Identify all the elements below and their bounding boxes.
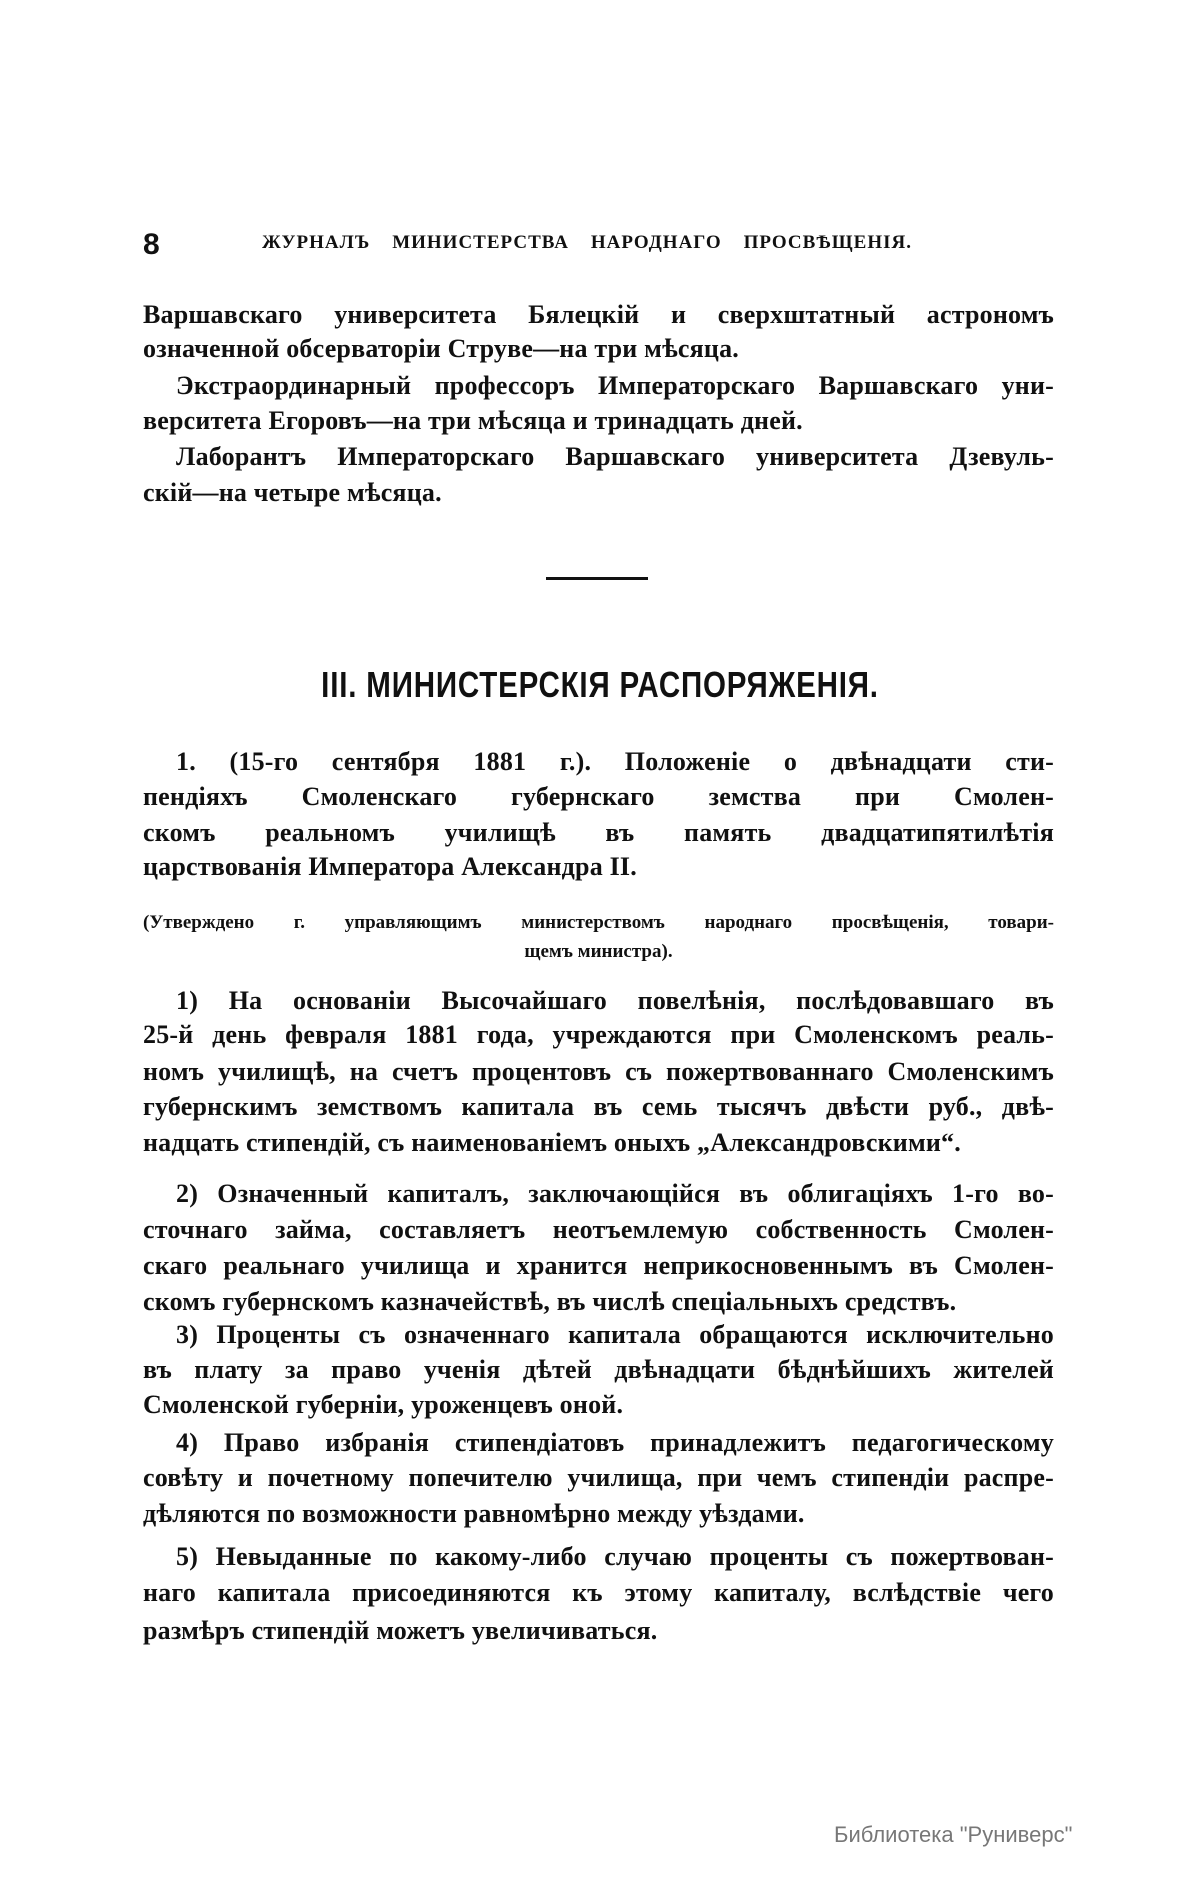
note-line: (Утверждено г. управляющимъ министерствомъ народнаго просвѣщенія, товари- [143, 912, 1054, 933]
library-watermark: Библиотека "Руниверс" [834, 1822, 1073, 1847]
text-line: надцать стипендій, съ наименованіемъ оныхъ „Александровскими“. [143, 1128, 961, 1157]
text-line: 25-й день февраля 1881 года, учреждаются при Смоленскомъ реаль- [143, 1020, 1054, 1049]
text-line: верситета Егоровъ—на три мѣсяца и тринадцать дней. [143, 406, 803, 435]
text-line: губернскимъ земствомъ капитала въ семь тысячъ двѣсти руб., двѣ- [143, 1092, 1054, 1121]
text-line: скомъ губернскомъ казначействѣ, въ числѣ спеціальныхъ средствъ. [143, 1287, 957, 1316]
text-line: дѣляются по возможности равномѣрно между уѣздами. [143, 1499, 805, 1528]
text-line: совѣту и почетному попечителю училища, при чемъ стипендіи распре- [143, 1463, 1054, 1492]
text-line: Лаборантъ Императорскаго Варшавскаго университета Дзевуль- [176, 442, 1054, 471]
text-line: размѣръ стипендій можетъ увеличиваться. [143, 1616, 658, 1645]
text-line: скомъ реальномъ училищѣ въ память двадцатипятилѣтія [143, 818, 1054, 847]
section-divider [546, 577, 648, 580]
text-line: царствованія Императора Александра II. [143, 852, 637, 881]
text-line: 1. (15-го сентября 1881 г.). Положеніе о двѣнадцати сти- [176, 747, 1054, 776]
note-line: щемъ министра). [524, 941, 673, 962]
text-line: означенной обсерваторіи Струве—на три мѣсяца. [143, 334, 739, 363]
text-line: скій—на четыре мѣсяца. [143, 478, 442, 507]
text-line: 5) Невыданные по какому-либо случаю проценты съ пожертвован- [176, 1542, 1054, 1571]
text-line: сточнаго займа, составляетъ неотъемлемую собственность Смолен- [143, 1215, 1054, 1244]
journal-title: ЖУРНАЛЪ МИНИСТЕРСТВА НАРОДНАГО ПРОСВѢЩЕНІЯ. [262, 232, 912, 253]
text-line: 2) Означенный капиталъ, заключающійся въ облигаціяхъ 1-го во- [176, 1179, 1054, 1208]
text-line: 3) Проценты съ означеннаго капитала обращаются исключительно [176, 1320, 1054, 1349]
text-line: 1) На основаніи Высочайшаго повелѣнія, послѣдовавшаго въ [176, 986, 1054, 1015]
text-line: въ плату за право ученія дѣтей двѣнадцати бѣднѣйшихъ жителей [143, 1355, 1054, 1384]
section-heading: III. МИНИСТЕРСКІЯ РАСПОРЯЖЕНІЯ. [321, 664, 879, 705]
text-line: Экстраординарный профессоръ Императорскаго Варшавскаго уни- [176, 371, 1054, 400]
text-line: пендіяхъ Смоленскаго губернскаго земства при Смолен- [143, 782, 1054, 811]
text-line: Варшавскаго университета Бялецкій и сверхштатный астрономъ [143, 300, 1054, 329]
text-line: 4) Право избранія стипендіатовъ принадлежитъ педагогическому [176, 1428, 1054, 1457]
text-line: номъ училищѣ, на счетъ процентовъ съ пожертвованнаго Смоленскимъ [143, 1057, 1054, 1086]
page-number: 8 [143, 228, 160, 261]
text-line: наго капитала присоединяются къ этому капиталу, вслѣдствіе чего [143, 1578, 1054, 1607]
text-line: скаго реальнаго училища и хранится неприкосновеннымъ въ Смолен- [143, 1251, 1054, 1280]
text-line: Смоленской губерніи, уроженцевъ оной. [143, 1390, 624, 1419]
